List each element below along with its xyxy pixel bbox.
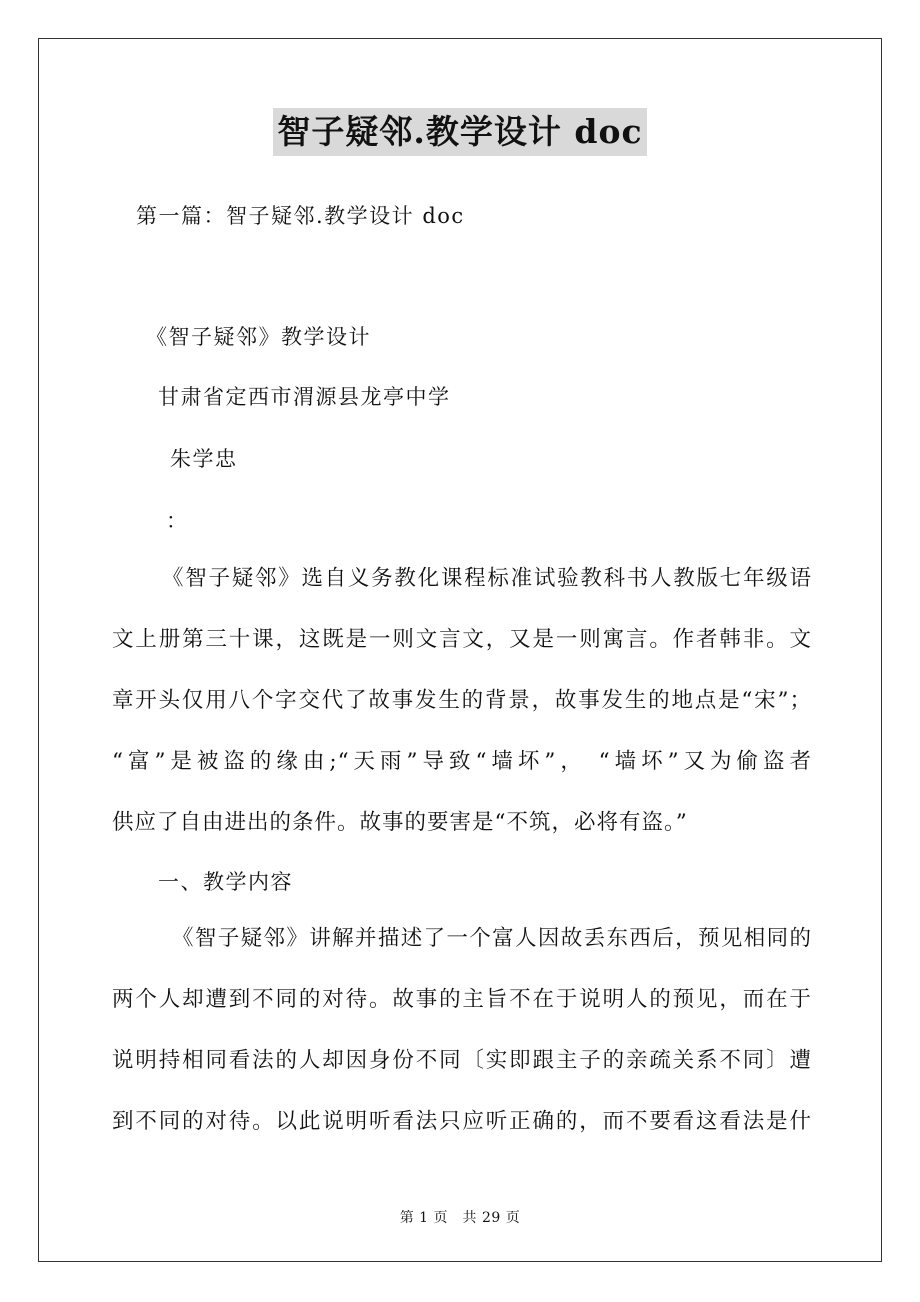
school-name: 甘肃省定西市渭源县龙亭中学 <box>158 385 451 409</box>
document-title-wrap <box>0 108 920 156</box>
content-line: 《智子疑邻》讲解并描述了一个富人因故丢东西后，预见相同的 <box>172 926 812 951</box>
document-title: 智子疑邻.教学设计 doc <box>273 108 646 156</box>
author-name: 朱学忠 <box>170 447 238 471</box>
intro-paragraph <box>112 548 812 853</box>
content-line: 两个人却遭到不同的对待。故事的主旨不在于说明人的预见，而在于 <box>112 987 812 1012</box>
intro-line: “富”是被盗的缘由;“天雨”导致“墙坏”， “墙坏”又为偷盗者 <box>112 749 812 774</box>
design-title: 《智子疑邻》教学设计 <box>146 325 371 349</box>
section-heading: 第一篇：智子疑邻.教学设计 doc <box>136 204 465 228</box>
page-footer: 第 1 页 共 29 页 <box>399 1210 521 1226</box>
content-line: 到不同的对待。以此说明听看法只应听正确的，而不要看这看法是什 <box>112 1109 812 1134</box>
intro-line: 《智子疑邻》选自义务教化课程标准试验教科书人教版七年级语 <box>162 566 812 591</box>
section1-heading: 一、教学内容 <box>158 870 293 894</box>
intro-line: 供应了自由进出的条件。故事的要害是“不筑，必将有盗。” <box>112 810 688 835</box>
colon-line: ： <box>166 509 189 533</box>
intro-line: 文上册第三十课，这既是一则文言文，又是一则寓言。作者韩非。文 <box>112 627 812 652</box>
content-paragraph <box>112 908 812 1152</box>
content-line: 说明持相同看法的人却因身份不同〔实即跟主子的亲疏关系不同〕遭 <box>112 1048 812 1073</box>
intro-line: 章开头仅用八个字交代了故事发生的背景，故事发生的地点是“宋”； <box>112 688 812 713</box>
